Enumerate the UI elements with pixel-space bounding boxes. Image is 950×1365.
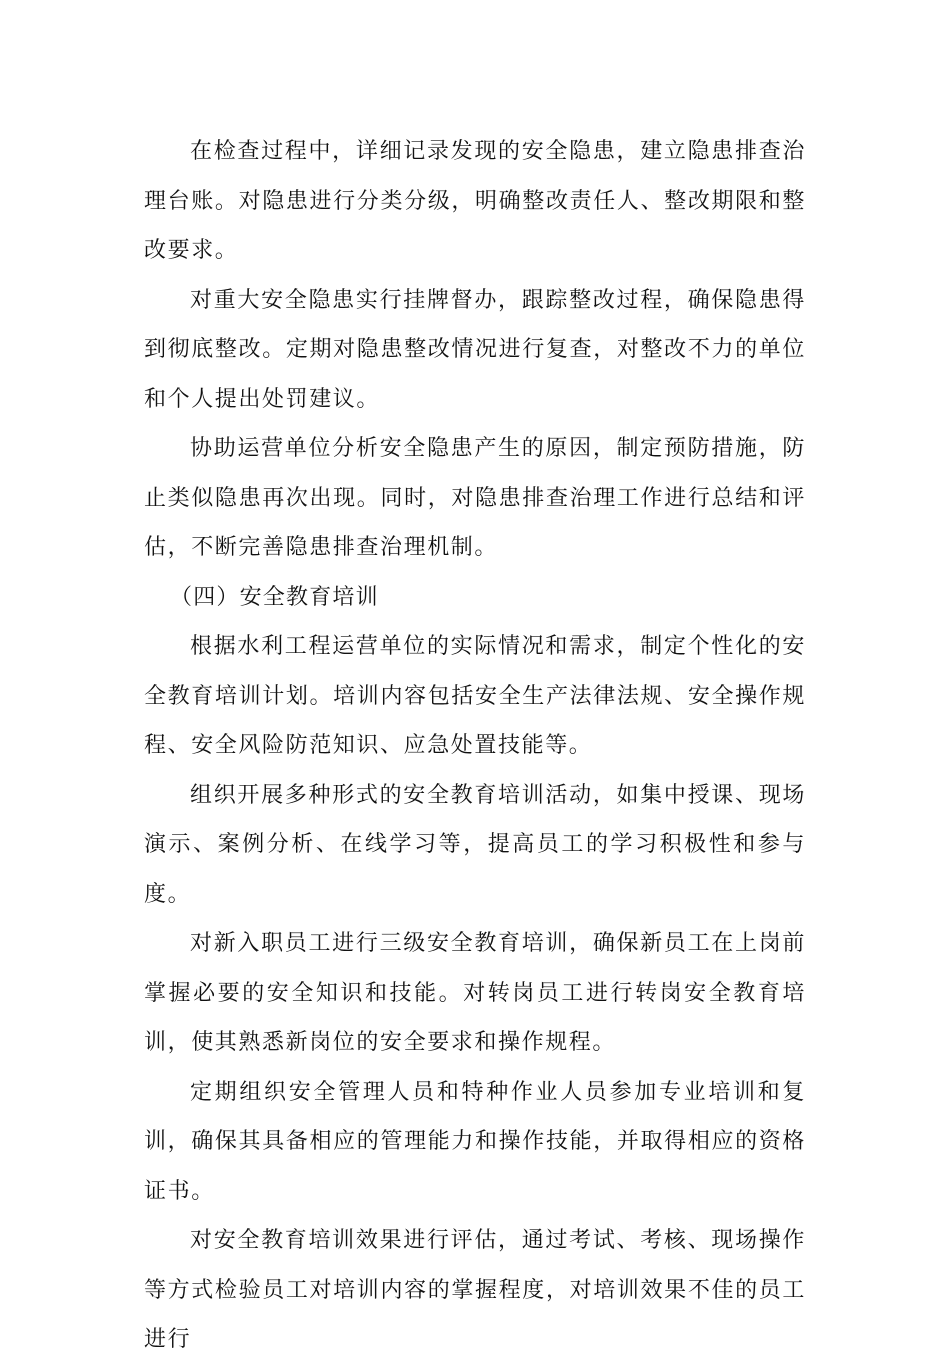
paragraph-training-activities: 组织开展多种形式的安全教育培训活动，如集中授课、现场演示、案例分析、在线学习等，提高员工的学习积极性和参与度。: [144, 782, 806, 907]
paragraph-new-employee-training: 对新入职员工进行三级安全教育培训，确保新员工在上岗前掌握必要的安全知识和技能。对转岗员工进行转岗安全教育培训，使其熟悉新岗位的安全要求和操作规程。: [144, 931, 806, 1055]
paragraph-training-plan: 根据水利工程运营单位的实际情况和需求，制定个性化的安全教育培训计划。培训内容包括安全生产法律法规、安全操作规程、安全风险防范知识、应急处置技能等。: [144, 634, 806, 758]
paragraph-hazard-records: 在检查过程中，详细记录发现的安全隐患，建立隐患排查治理台账。对隐患进行分类分级，明确整改责任人、整改期限和整改要求。: [144, 139, 806, 263]
paragraph-professional-training: 定期组织安全管理人员和特种作业人员参加专业培训和复训，确保其具备相应的管理能力和操作技能，并取得相应的资格证书。: [144, 1079, 806, 1204]
document-body: [144, 127, 806, 1365]
section-heading-safety-training: （四）安全教育培训: [170, 584, 379, 610]
paragraph-training-evaluation: 对安全教育培训效果进行评估，通过考试、考核、现场操作等方式检验员工对培训内容的掌握程度，对培训效果不佳的员工进行: [144, 1228, 806, 1352]
paragraph-hazard-prevention: 协助运营单位分析安全隐患产生的原因，制定预防措施，防止类似隐患再次出现。同时，对隐患排查治理工作进行总结和评估，不断完善隐患排查治理机制。: [144, 436, 806, 560]
paragraph-major-hazard-supervision: 对重大安全隐患实行挂牌督办，跟踪整改过程，确保隐患得到彻底整改。定期对隐患整改情况进行复查，对整改不力的单位和个人提出处罚建议。: [144, 287, 806, 412]
